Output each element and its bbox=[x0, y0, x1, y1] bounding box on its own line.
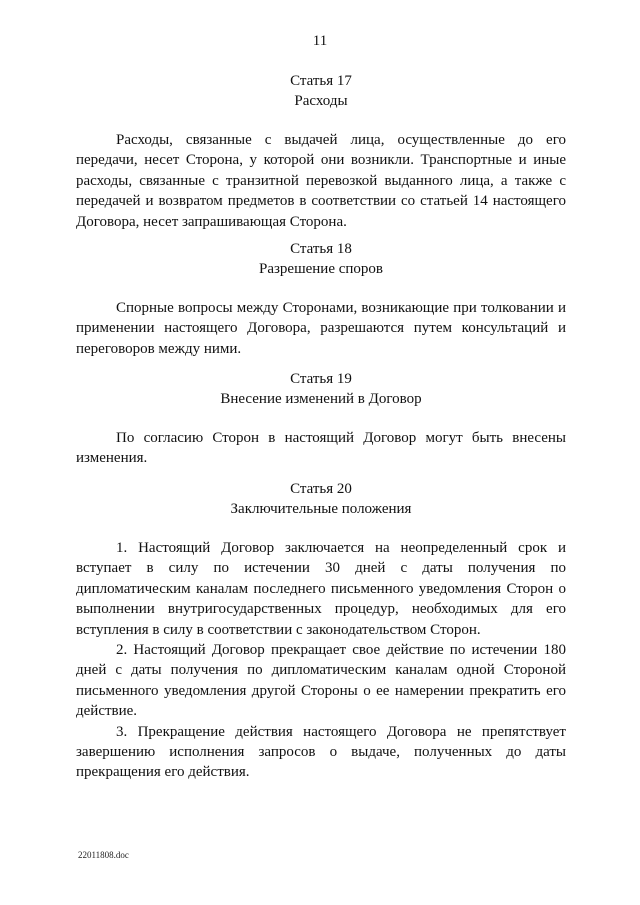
article-number: Статья 19 bbox=[290, 371, 352, 387]
page-number: 11 bbox=[312, 33, 328, 49]
paragraph: Расходы, связанные с выдачей лица, осуществленные до его передачи, несет Сторона, у которой они возникли. Транспортные и иные расходы, связанные с транзитной перевозкой выданного лица, а также с передачей и возвратом предметов в соответствии со статьей 14 настоящего Договора, несет запрашивающая Сторона. bbox=[76, 132, 566, 230]
paragraph: По согласию Сторон в настоящий Договор могут быть внесены изменения. bbox=[76, 430, 566, 467]
paragraph: 2. Настоящий Договор прекращает свое действие по истечении 180 дней с даты получения по дипломатическим каналам одной Стороной письменного уведомления другой Стороны о ее намерении прекратить его действие. bbox=[76, 642, 566, 720]
article-20 bbox=[76, 479, 566, 783]
article-number: Статья 20 bbox=[290, 481, 352, 497]
article-19 bbox=[76, 369, 566, 469]
article-title: Заключительные положения bbox=[230, 501, 412, 517]
article-title: Расходы bbox=[294, 93, 348, 109]
article-body bbox=[76, 428, 566, 469]
paragraph: Спорные вопросы между Сторонами, возникающие при толковании и применении настоящего Договора, разрешаются путем консультаций и переговоров между ними. bbox=[76, 300, 566, 357]
article-title: Внесение изменений в Договор bbox=[220, 391, 422, 407]
document-filename: 22011808.doc bbox=[78, 850, 129, 860]
article-body bbox=[76, 130, 566, 232]
article-18 bbox=[76, 239, 566, 359]
article-body bbox=[76, 538, 566, 783]
article-number: Статья 17 bbox=[290, 73, 352, 89]
article-body bbox=[76, 298, 566, 359]
paragraph: 1. Настоящий Договор заключается на неопределенный срок и вступает в силу по истечении 30 дней с даты получения по дипломатическим каналам последнего письменного уведомления Сторон о выполнении внутригосударственных процедур, необходимых для его вступления в силу в соответствии с законодательством Сторон. bbox=[76, 540, 566, 638]
paragraph: 3. Прекращение действия настоящего Договора не препятствует завершению исполнения запросов о выдаче, полученных до даты прекращения его действия. bbox=[76, 723, 566, 781]
article-number: Статья 18 bbox=[290, 241, 352, 257]
article-17 bbox=[76, 71, 566, 232]
article-title: Разрешение споров bbox=[258, 261, 384, 277]
